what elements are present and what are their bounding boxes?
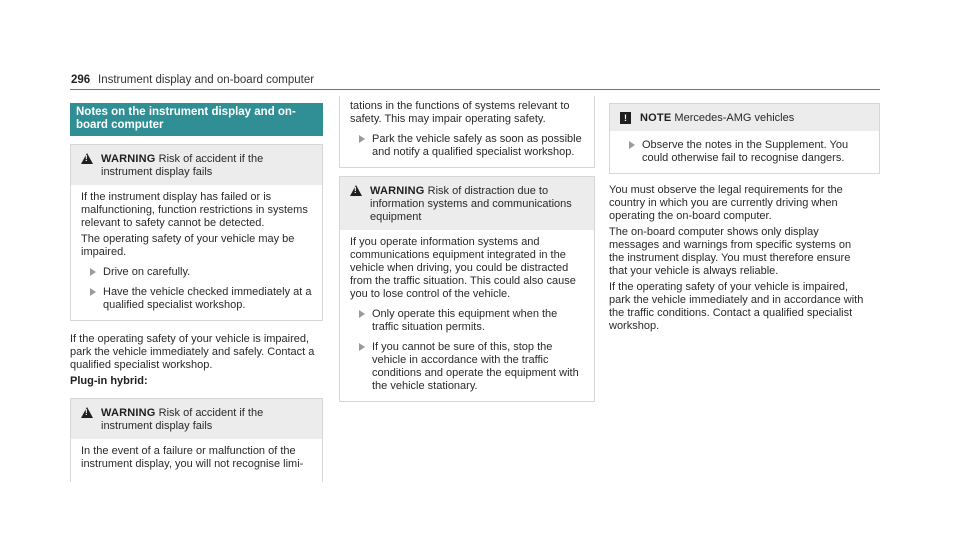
page-number: 296 xyxy=(71,74,91,86)
warning-body-text: If you operate information systems and communications equipment integrated in the vehicle when driving, you could be distracted from the traffic situation. This could also cause you to lose control of the vehicle. xyxy=(350,236,576,300)
warning-box-display-fails xyxy=(70,144,323,321)
list-item: Only operate this equipment when the traffic situation permits. xyxy=(350,308,584,334)
list-item: If you cannot be sure of this, stop the vehicle in accordance with the traffic conditions and operate the equipment with the vehicle stationary. xyxy=(350,341,584,393)
warning-triangle-icon xyxy=(350,185,362,196)
list-item: Have the vehicle checked immediately at a qualified specialist workshop. xyxy=(81,286,312,312)
list-item: Observe the notes in the Supplement. You could otherwise fail to recognise dangers. xyxy=(620,139,869,165)
warning-body-text: The operating safety of your vehicle may be impaired. xyxy=(81,233,295,258)
warning-text: Risk of accident if the instrument display fails xyxy=(101,407,264,432)
bullet-arrow-icon xyxy=(90,268,96,276)
warning-header xyxy=(71,399,322,439)
warning-body xyxy=(71,439,322,482)
list-item: Drive on carefully. xyxy=(81,266,312,279)
warning-box-distraction xyxy=(339,176,595,402)
note-box-amg xyxy=(609,103,880,174)
body-paragraph: If the operating safety of your vehicle is impaired, park the vehicle immediately and safely. Contact a qualified specialist workshop. xyxy=(70,333,315,371)
warning-label: WARNING xyxy=(370,185,425,197)
warning-body xyxy=(340,230,594,401)
warning-triangle-icon xyxy=(81,407,93,418)
warning-label: WARNING xyxy=(101,407,156,419)
body-paragraph: If the operating safety of your vehicle is impaired, park the vehicle immediately and in accordance with the traffic conditions. Contact a qualified specialist workshop. xyxy=(609,281,864,332)
body-paragraph: The on-board computer shows only display messages and warnings from specific systems on the instrument display. You must therefore ensure that your vehicle is always reliable. xyxy=(609,226,852,277)
warning-triangle-icon xyxy=(81,153,93,164)
column-left xyxy=(70,103,323,482)
warning-body xyxy=(71,185,322,320)
header-rule xyxy=(70,89,880,90)
bullet-arrow-icon xyxy=(359,135,365,143)
column-right xyxy=(609,103,880,336)
warning-box-plugin-hybrid xyxy=(70,398,323,482)
warning-label: WARNING xyxy=(101,153,156,165)
note-header xyxy=(610,104,879,131)
note-label: NOTE xyxy=(640,112,672,124)
warning-text: Risk of accident if the instrument display fails xyxy=(101,153,264,178)
note-body xyxy=(610,131,879,173)
bullet-arrow-icon xyxy=(90,288,96,296)
subheading: Plug-in hybrid: xyxy=(70,375,148,387)
warning-header xyxy=(340,177,594,230)
bullet-arrow-icon xyxy=(629,141,635,149)
warning-box-continued xyxy=(339,96,595,168)
bullet-arrow-icon xyxy=(359,343,365,351)
column-middle xyxy=(339,96,595,402)
note-text: Mercedes-AMG vehicles xyxy=(674,112,795,124)
page-header-title: Instrument display and on-board computer xyxy=(98,74,315,86)
warning-body-text: tations in the functions of systems relevant to safety. This may impair operating safety. xyxy=(350,100,570,125)
warning-body-text: If the instrument display has failed or is malfunctioning, function restrictions in systems relevant to safety cannot be detected. xyxy=(81,191,308,229)
exclamation-icon: ! xyxy=(620,112,631,124)
warning-body-text: In the event of a failure or malfunction of the instrument display, you will not recognise limi- xyxy=(81,445,304,470)
warning-text: Risk of distraction due to information systems and communications equipment xyxy=(370,185,572,223)
warning-header xyxy=(71,145,322,185)
bullet-arrow-icon xyxy=(359,310,365,318)
body-paragraph: You must observe the legal requirements for the country in which you are currently driving when operating the on-board computer. xyxy=(609,184,843,222)
list-item: Park the vehicle safely as soon as possible and notify a qualified specialist workshop. xyxy=(350,133,584,159)
section-title: Notes on the instrument display and on-board computer xyxy=(70,103,323,136)
